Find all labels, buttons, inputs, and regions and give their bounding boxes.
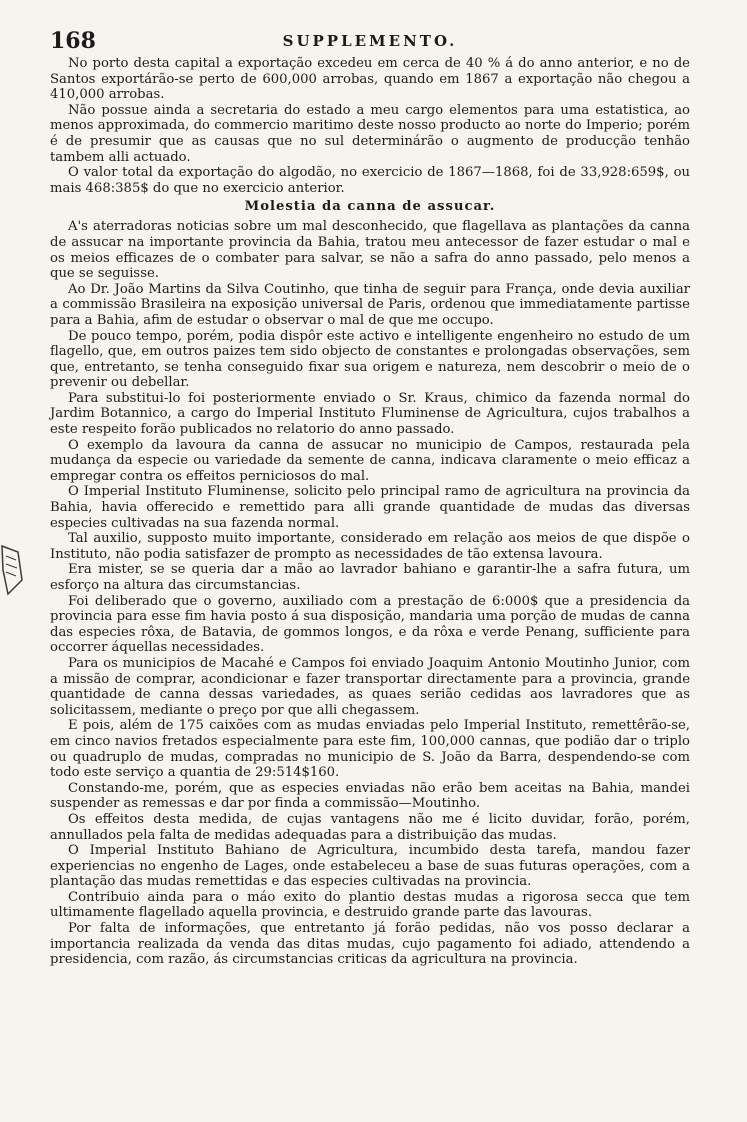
running-title: SUPPLEMENTO.: [282, 32, 458, 50]
paragraph: Era mister, se se queria dar a mão ao lavrador bahiano e garantir-lhe a safra futura, um esforço na altura das circumstancias.: [50, 562, 690, 593]
paragraph: Foi deliberado que o governo, auxiliado com a prestação de 6:000$ que a presidencia da provincia para esse fim havia posto á sua disposição, mandaria uma porção de mudas de canna das especies rôxa, de Batavia, de gommos longos, e da rôxa e verde Penang, sufficiente para occorrer áquellas necessidades.: [50, 593, 690, 656]
paragraph: Para os municipios de Macahé e Campos foi enviado Joaquim Antonio Moutinho Junior, com a missão de comprar, acondicionar e fazer transportar directamente para a provincia, grande quantidade de canna dessas variedades, as quaes serião cedidas aos lavradores que as solicitassem, mediante o preço por que alli chegassem.: [50, 655, 690, 718]
page-number: 168: [50, 28, 96, 54]
paragraph: Os effeitos desta medida, de cujas vantagens não me é licito duvidar, forão, porém, annullados pela falta de medidas adequadas para a distribuição das mudas.: [50, 811, 690, 843]
paragraph: E pois, além de 175 caixões com as mudas enviadas pelo Imperial Instituto, remettêrão-se, em cinco navios fretados especialmente para este fim, 100,000 cannas, que podião dar o triplo ou quadruplo de mudas, compradas no municipio de S. João da Barra, despendendo-se com todo este serviço a quantia de 29:514$160.: [50, 718, 690, 781]
paragraph: No porto desta capital a exportação excedeu em cerca de 40 % á do anno anterior, e no de Santos exportárão-se perto de 600,000 arrobas, quando em 1867 a exportação não chegou a 410,000 arrobas.: [50, 56, 690, 103]
paragraph: Para substitui-lo foi posteriormente enviado o Sr. Kraus, chimico da fazenda normal do Jardim Botannico, a cargo do Imperial Instituto Fluminense de Agricultura, cujos trabalhos a este respeito forão publicados no relatorio do anno passado.: [50, 390, 690, 438]
paragraph: Contribuio ainda para o máo exito do plantio destas mudas a rigorosa secca que tem ultimamente flagellado aquella provincia, e destruido grande parte das lavouras.: [50, 889, 690, 921]
body-text: [50, 56, 690, 968]
paragraph: O Imperial Instituto Bahiano de Agricultura, incumbido desta tarefa, mandou fazer experiencias no engenho de Lages, onde estabeleceu a base de suas futuras operações, com a plantação das mudas remettidas e das especies cultivadas na provincia.: [50, 843, 690, 890]
section-heading: Molestia da canna de assucar.: [244, 199, 496, 215]
paragraph: O Imperial Instituto Fluminense, solicito pelo principal ramo de agricultura na provincia da Bahia, havia offerecido e remettido para alli grande quantidade de mudas das diversas especies cultivadas na sua fazenda normal.: [50, 484, 690, 531]
paragraph: O valor total da exportação do algodão, no exercicio de 1867—1868, foi de 33,928:659$, ou mais 468:385$ do que no exercicio anterior.: [50, 165, 690, 196]
paragraph: Por falta de informações, que entretanto já forão pedidas, não vos posso declarar a importancia realizada da venda das ditas mudas, cujo pagamento foi adiado, attendendo a presidencia, com razão, ás circumstancias criticas da agricultura na provincia.: [50, 921, 690, 968]
page-header: [50, 28, 690, 56]
page: [50, 28, 690, 968]
paragraph: Não possue ainda a secretaria do estado a meu cargo elementos para uma estatistica, ao menos approximada, do commercio maritimo deste nosso producto ao norte do Imperio; porém é de presumir que as causas que no sul determinárão o augmento de producção tenhão tambem alli actuado.: [50, 102, 690, 165]
paragraph: De pouco tempo, porém, podia dispôr este activo e intelligente engenheiro no estudo de um flagello, que, em outros paizes tem sido objecto de constantes e prolongadas observações, sem que, entretanto, se tenha conseguido fixar sua origem e natureza, nem descobrir o meio de o prevenir ou debellar.: [50, 328, 690, 391]
margin-stamp-mark: [0, 540, 30, 600]
paragraph: O exemplo da lavoura da canna de assucar no municipio de Campos, restaurada pela mudança da especie ou variedade da semente de canna, indicava claramente o meio efficaz a empregar contra os effeitos perniciosos do mal.: [50, 437, 690, 484]
paragraph: Tal auxilio, supposto muito importante, considerado em relação aos meios de que dispõe o Instituto, não podia satisfazer de prompto as necessidades de tão extensa lavoura.: [50, 531, 690, 562]
paragraph: A's aterradoras noticias sobre um mal desconhecido, que flagellava as plantações da canna de assucar na importante provincia da Bahia, tratou meu antecessor de fazer estudar o mal e os meios efficazes de o combater para salvar, se não a safra do anno passado, pelo menos a que se seguisse.: [50, 219, 690, 282]
paragraph: Ao Dr. João Martins da Silva Coutinho, que tinha de seguir para França, onde devia auxiliar a commissão Brasileira na exposição universal de Paris, ordenou que immediatamente partisse para a Bahia, afim de estudar o observar o mal de que me occupo.: [50, 281, 690, 328]
paragraph: Constando-me, porém, que as especies enviadas não erão bem aceitas na Bahia, mandei suspender as remessas e dar por finda a commissão—Moutinho.: [50, 780, 690, 812]
